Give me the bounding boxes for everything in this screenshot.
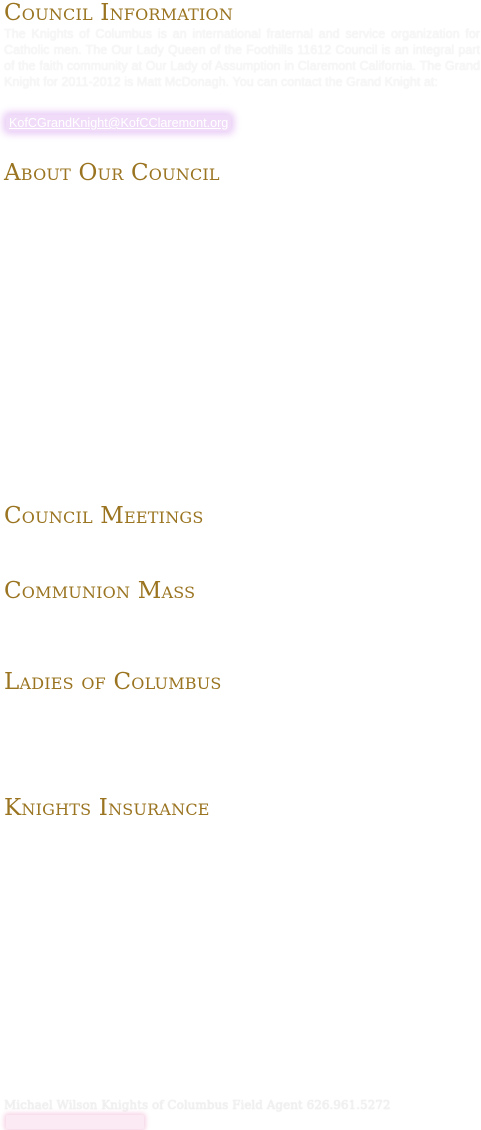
ladies-of-columbus-heading: Ladies of Columbus	[4, 669, 222, 695]
communion-mass-heading: Communion Mass	[4, 578, 196, 604]
about-our-council-heading: About Our Council	[4, 160, 220, 186]
council-information-text: The Knights of Columbus is an international fraternal and service organization for Catholic men. The Our Lady Queen of the Foothills 11612 Council is an integral part of the faith community at Our Lady of Assumption in Claremont California. The Grand Knight for 2011-2012 is Matt McDonagh. You can contact the Grand Knight at:	[4, 27, 480, 89]
field-agent-contact-text: Michael Wilson Knights of Columbus Field Agent 626.961.5272	[4, 1098, 391, 1112]
council-meetings-heading: Council Meetings	[4, 503, 204, 529]
grand-knight-email-link[interactable]: KofCGrandKnight@KofCClaremont.org	[6, 115, 231, 131]
council-information-heading: Council Information	[4, 0, 234, 26]
field-agent-link[interactable]	[6, 1115, 144, 1129]
knights-insurance-heading: Knights Insurance	[4, 795, 210, 821]
